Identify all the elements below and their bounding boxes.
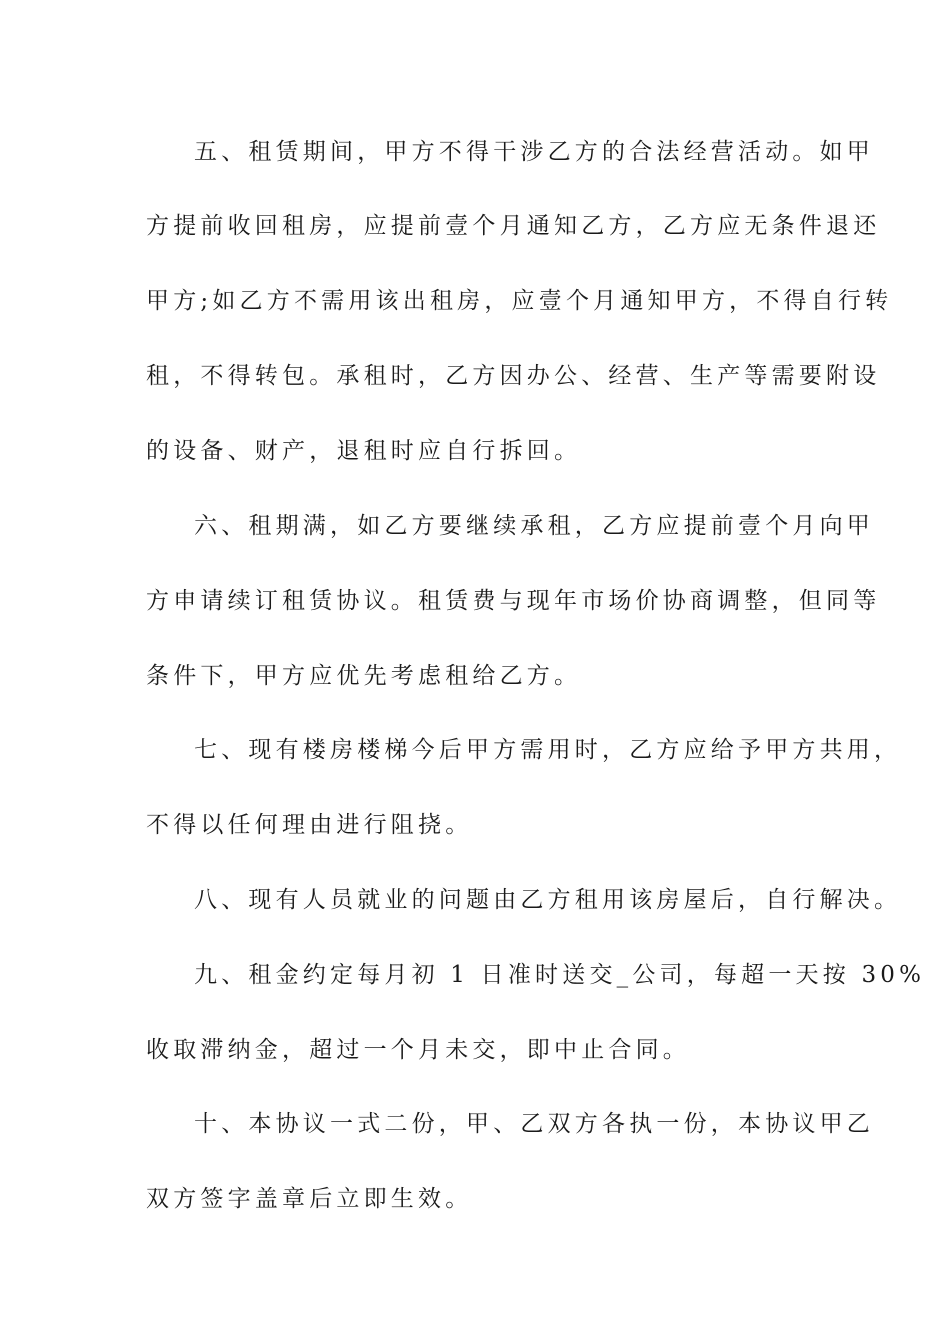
clause-5-line-5: 的设备、财产，退租时应自行拆回。 (146, 438, 582, 464)
clause-5-line-4: 租，不得转包。承租时，乙方因办公、经营、生产等需要附设 (146, 363, 881, 389)
clause-7-line-2: 不得以任何理由进行阻挠。 (146, 812, 473, 838)
clause-6-line-1: 六、租期满，如乙方要继续承租，乙方应提前壹个月向甲 (194, 513, 874, 539)
clause-6-line-2: 方申请续订租赁协议。租赁费与现年市场价协商调整，但同等 (146, 588, 881, 614)
clause-5-line-2: 方提前收回租房，应提前壹个月通知乙方，乙方应无条件退还 (146, 213, 881, 239)
clause-7-line-1: 七、现有楼房楼梯今后甲方需用时，乙方应给予甲方共用， (194, 737, 902, 763)
clause-6-line-3: 条件下，甲方应优先考虑租给乙方。 (146, 663, 582, 689)
clause-5-line-3: 甲方;如乙方不需用该出租房，应壹个月通知甲方，不得自行转 (146, 288, 893, 314)
clause-9-line-1: 九、租金约定每月初 1 日准时送交_公司，每超一天按 30% (194, 962, 926, 988)
clause-8-line-1: 八、现有人员就业的问题由乙方租用该房屋后，自行解决。 (194, 887, 902, 913)
clause-9-line-2: 收取滞纳金，超过一个月未交，即中止合同。 (146, 1037, 690, 1063)
clause-5-line-1: 五、租赁期间，甲方不得干涉乙方的合法经营活动。如甲 (194, 139, 874, 165)
clause-10-line-1: 十、本协议一式二份，甲、乙双方各执一份，本协议甲乙 (194, 1111, 874, 1137)
clause-10-line-2: 双方签字盖章后立即生效。 (146, 1186, 473, 1212)
